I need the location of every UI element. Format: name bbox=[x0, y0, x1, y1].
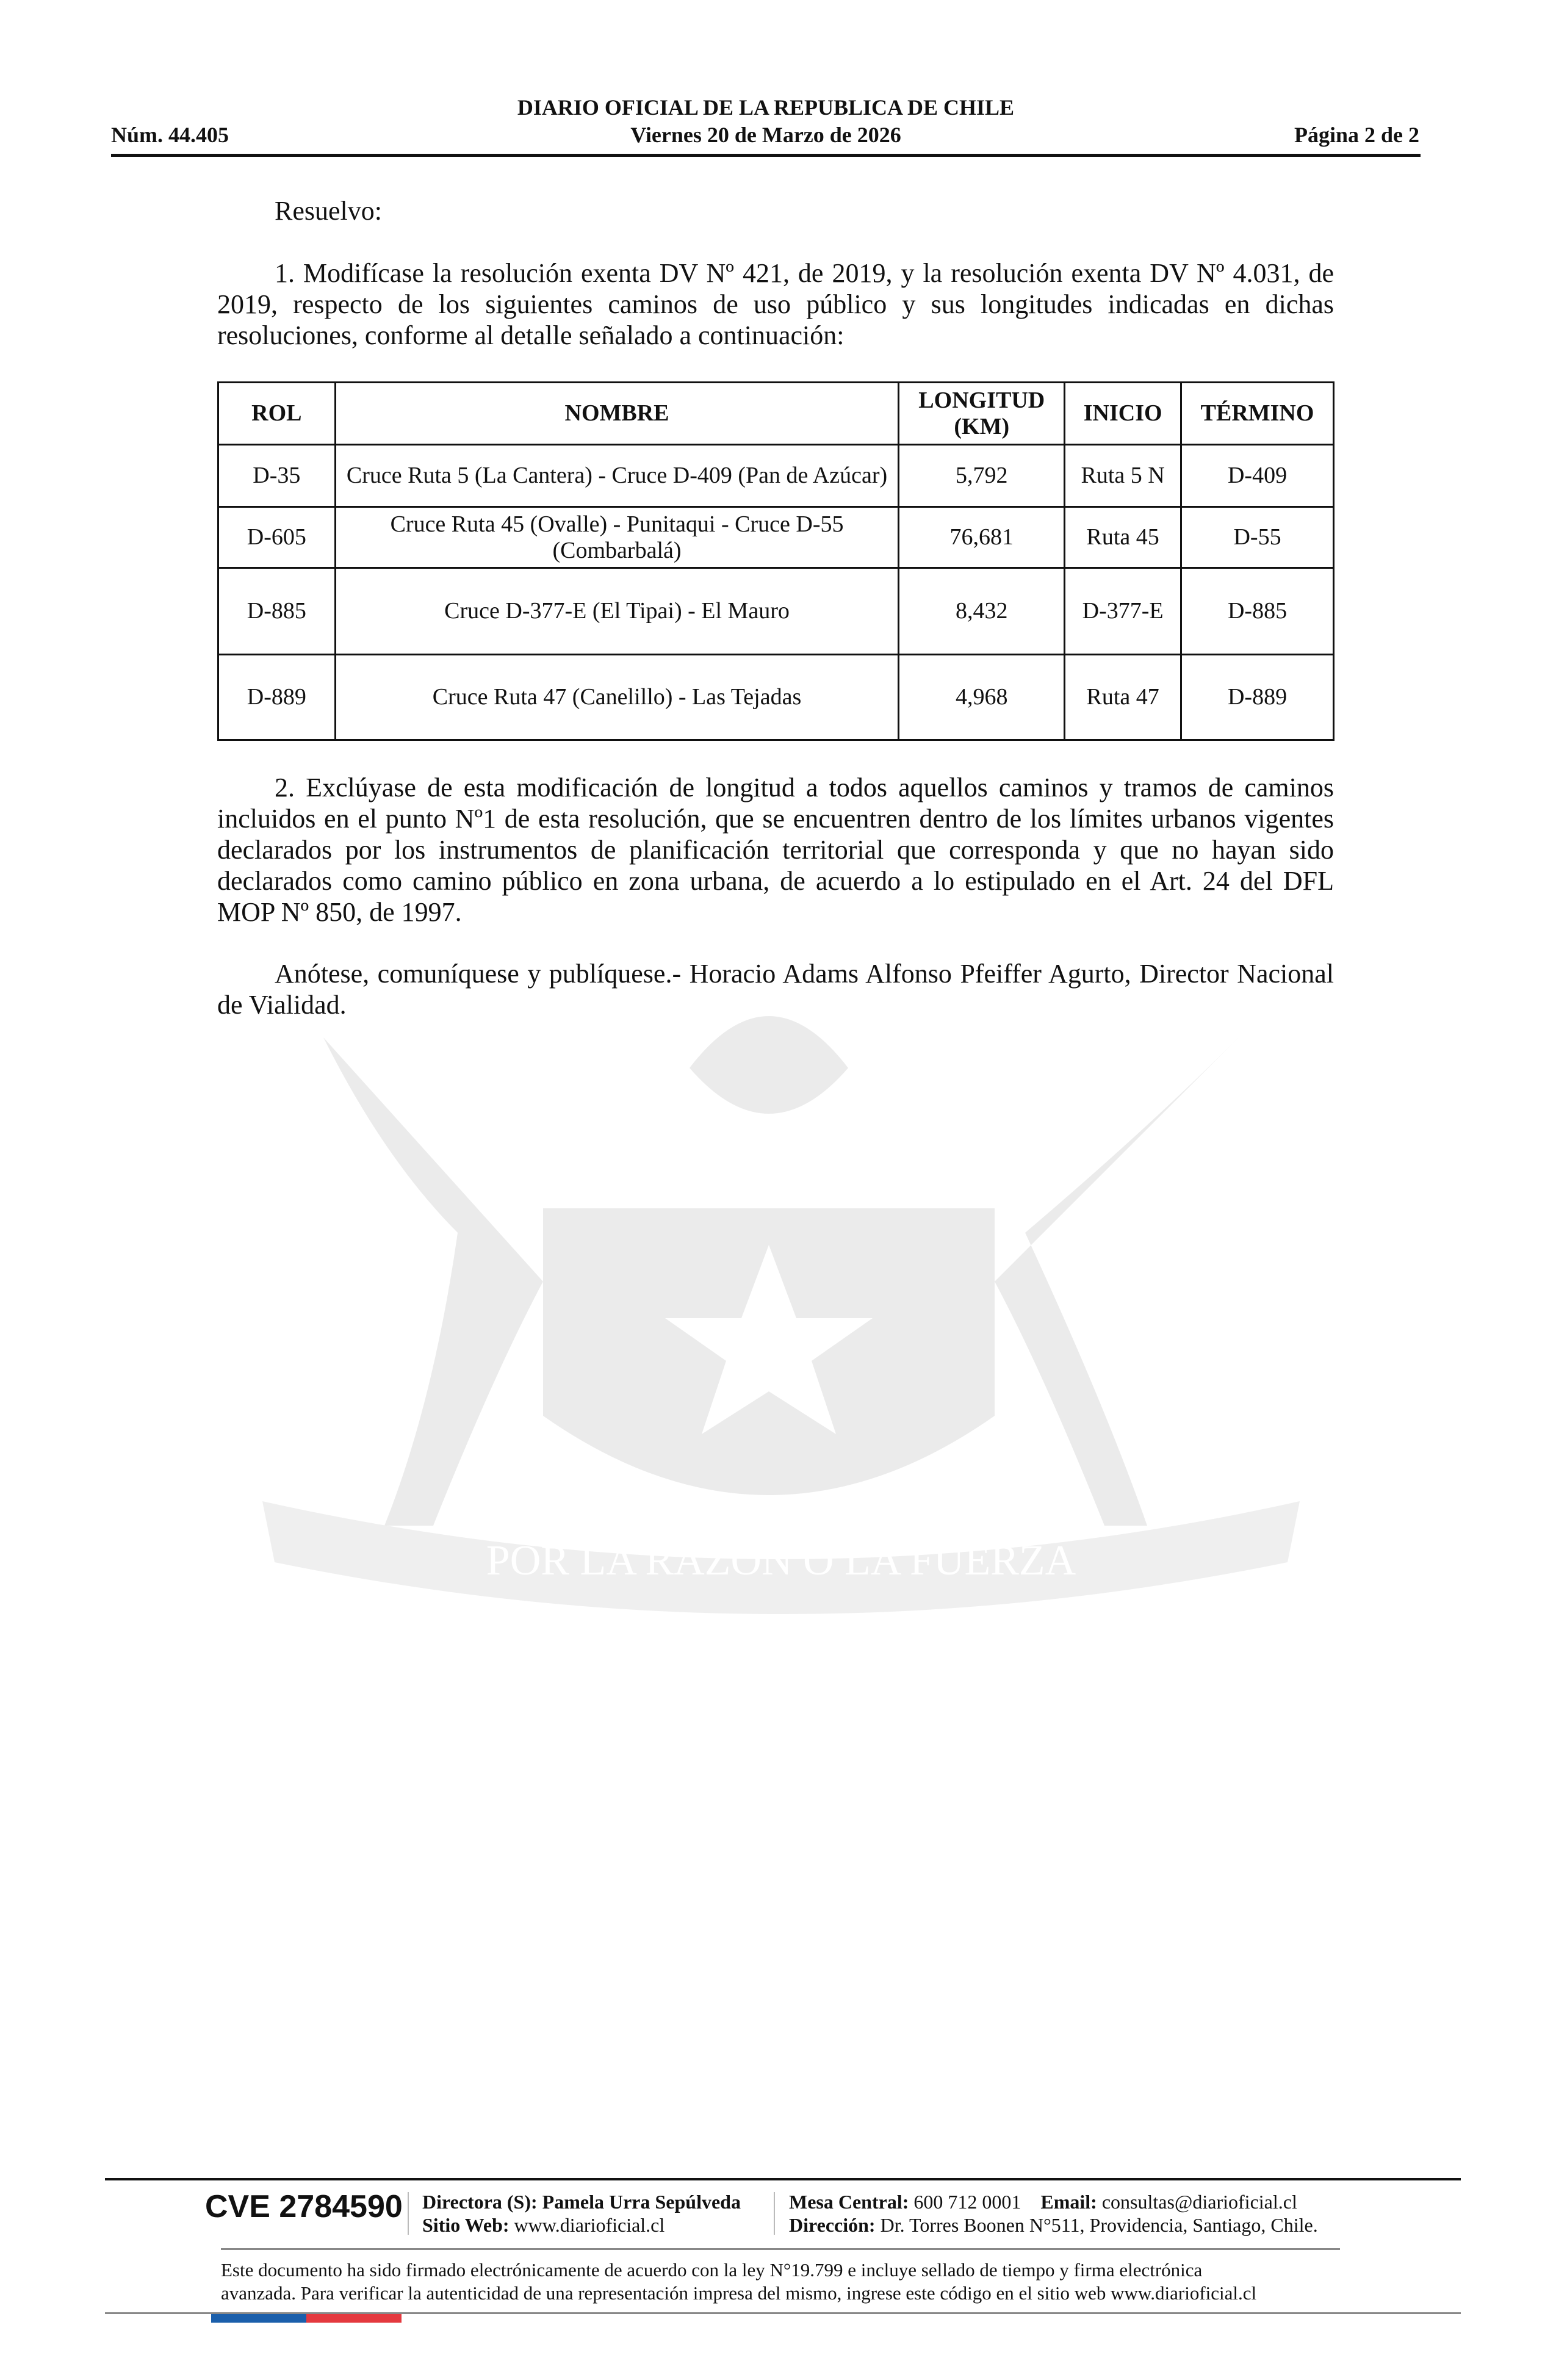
paragraph-2: 2. Exclúyase de esta modificación de longitud a todos aquellos caminos y tramos de caminos incluidos en el punto Nº1 de esta resolución, que se encuentren dentro de los límites urbanos vigentes declarados por los instrumentos de planificación territorial que corresponda y que no hayan sido declarados como camino público en zona urbana, de acuerdo a lo estipulado en el Art. 24 del DFL MOP Nº 850, de 1997. bbox=[217, 773, 1334, 927]
cell-rol: D-605 bbox=[218, 507, 336, 568]
footer-mid-rule bbox=[221, 2248, 1340, 2250]
newspaper-title: DIARIO OFICIAL DE LA REPUBLICA DE CHILE bbox=[517, 95, 1015, 120]
cell-termino: D-55 bbox=[1181, 507, 1334, 568]
paragraph-3: Anótese, comuníquese y publíquese.- Horacio Adams Alfonso Pfeiffer Agurto, Director Nacional de Vialidad. bbox=[217, 959, 1334, 1020]
legal-notice-2: avanzada. Para verificar la autenticidad de una representación impresa del mismo, ingrese este código en el sitio web www.diarioficial.cl bbox=[221, 2282, 1257, 2304]
email-label: Email: bbox=[1040, 2191, 1097, 2213]
cell-longitud: 76,681 bbox=[899, 507, 1065, 568]
web-line bbox=[422, 2214, 665, 2237]
footer-top-rule bbox=[105, 2178, 1461, 2180]
address-line bbox=[789, 2214, 1318, 2237]
directora-label: Directora (S): bbox=[422, 2191, 538, 2213]
cve-code: CVE 2784590 bbox=[205, 2189, 403, 2224]
cell-termino: D-409 bbox=[1181, 445, 1334, 507]
flag-bar-blue bbox=[211, 2314, 306, 2323]
mesa-label: Mesa Central: bbox=[789, 2191, 909, 2213]
table-row bbox=[218, 445, 1334, 507]
address: Dr. Torres Boonen N°511, Providencia, Santiago, Chile. bbox=[880, 2214, 1318, 2236]
directora-name: Pamela Urra Sepúlveda bbox=[542, 2191, 741, 2213]
cell-nombre: Cruce Ruta 5 (La Cantera) - Cruce D-409 (Pan de Azúcar) bbox=[335, 445, 899, 507]
contact-line bbox=[789, 2191, 1297, 2213]
cell-longitud: 5,792 bbox=[899, 445, 1065, 507]
address-label: Dirección: bbox=[789, 2214, 876, 2236]
table-row bbox=[218, 507, 1334, 568]
cell-rol: D-885 bbox=[218, 568, 336, 655]
cell-nombre: Cruce Ruta 47 (Canelillo) - Las Tejadas bbox=[335, 655, 899, 740]
footer-divider bbox=[774, 2192, 775, 2235]
col-termino: TÉRMINO bbox=[1181, 383, 1334, 445]
email-link[interactable]: consultas@diarioficial.cl bbox=[1101, 2191, 1297, 2213]
cell-longitud: 8,432 bbox=[899, 568, 1065, 655]
footer-divider bbox=[408, 2192, 409, 2235]
cell-rol: D-35 bbox=[218, 445, 336, 507]
issue-number: Núm. 44.405 bbox=[111, 123, 229, 147]
cell-longitud: 4,968 bbox=[899, 655, 1065, 740]
directora-line bbox=[422, 2191, 741, 2213]
cell-inicio: Ruta 45 bbox=[1065, 507, 1181, 568]
col-rol: ROL bbox=[218, 383, 336, 445]
roads-table bbox=[217, 381, 1334, 741]
web-label: Sitio Web: bbox=[422, 2214, 510, 2236]
col-nombre: NOMBRE bbox=[335, 383, 899, 445]
watermark-motto: POR LA RAZON O LA FUERZA bbox=[486, 1537, 1076, 1584]
cell-inicio: D-377-E bbox=[1065, 568, 1181, 655]
cell-termino: D-889 bbox=[1181, 655, 1334, 740]
col-longitud: LONGITUD (KM) bbox=[899, 383, 1065, 445]
cell-nombre: Cruce Ruta 45 (Ovalle) - Punitaqui - Cruce D-55 (Combarbalá) bbox=[335, 507, 899, 568]
cell-termino: D-885 bbox=[1181, 568, 1334, 655]
cell-nombre: Cruce D-377-E (El Tipai) - El Mauro bbox=[335, 568, 899, 655]
page-number: Página 2 de 2 bbox=[1294, 123, 1419, 147]
table-header-row bbox=[218, 383, 1334, 445]
paragraph-1: 1. Modifícase la resolución exenta DV Nº 421, de 2019, y la resolución exenta DV Nº 4.031, de 2019, respecto de los siguientes caminos de uso público y sus longitudes indicadas en dichas resoluciones, conforme al detalle señalado a continuación: bbox=[217, 258, 1334, 350]
coat-of-arms-watermark bbox=[201, 976, 1361, 1648]
mesa-phone: 600 712 0001 bbox=[913, 2191, 1021, 2213]
header-rule bbox=[111, 154, 1421, 157]
cell-inicio: Ruta 5 N bbox=[1065, 445, 1181, 507]
flag-bar-red bbox=[306, 2314, 402, 2323]
table-row bbox=[218, 568, 1334, 655]
issue-date: Viernes 20 de Marzo de 2026 bbox=[630, 123, 901, 147]
table-row bbox=[218, 655, 1334, 740]
cell-inicio: Ruta 47 bbox=[1065, 655, 1181, 740]
web-link[interactable]: www.diarioficial.cl bbox=[514, 2214, 665, 2236]
resuelvo-heading: Resuelvo: bbox=[275, 196, 382, 226]
legal-notice-1: Este documento ha sido firmado electrónicamente de acuerdo con la ley N°19.799 e incluye sellado de tiempo y firma electrónica bbox=[221, 2259, 1203, 2281]
cell-rol: D-889 bbox=[218, 655, 336, 740]
col-inicio: INICIO bbox=[1065, 383, 1181, 445]
